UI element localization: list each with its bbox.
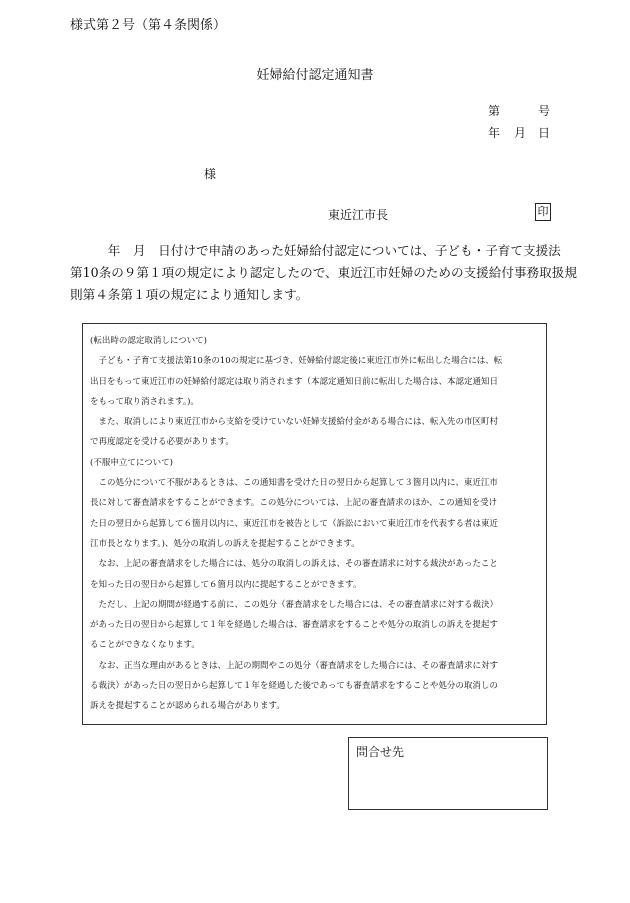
notice-line: をもって取り消されます。)。 [90,396,199,407]
notification-body [70,240,577,306]
issuer-name: 東近江市長 [328,208,389,222]
notice-line: ることができなくなります。 [90,640,200,651]
notice-line: ただし、上記の期間が経過する前に、この処分（審査請求をした場合には、その審査請求に対する裁決） [90,599,499,610]
body-line: 年 月 日付けで申請のあった妊婦給付認定については、子ども・子育て支援法 [70,243,561,258]
notice-line: た日の翌日から起算して６箇月以内に、東近江市を被告として（訴訟において東近江市を代表する者は東近 [90,518,499,529]
notice-line: なお、正当な理由があるときは、上記の期間やこの処分（審査請求をした場合には、その審査請求に対す [90,660,499,671]
notice-line: を知った日の翌日から起算して６箇月以内に提起することができます。 [90,579,362,590]
document-title: 妊婦給付認定通知書 [256,68,374,83]
contact-label: 問合せ先 [356,745,405,759]
notice-line: で再度認定を受ける必要があります。 [90,437,234,448]
notice-heading-appeal: (不服申立てについて) [90,457,173,468]
notice-line: この処分について不服があるときは、この通知書を受けた日の翌日から起算して３箇月以内に、東近江市 [90,478,498,489]
notice-heading-transfer: (転出時の認定取消しについて) [90,336,207,346]
notice-line: 出日をもって東近江市の妊婦給付認定は取り消されます（本認定通知日前に転出した場合は、本認定通知日 [90,376,499,387]
date-day: 日 [538,126,551,140]
seal-mark: 印 [535,203,551,221]
date-year: 年 [488,126,501,140]
date-month: 月 [514,126,527,140]
body-line: 則第４条第１項の規定により通知します。 [70,287,309,302]
notice-line: る裁決）があった日の翌日から起算して１年を経過した後であっても審査請求をすることや処分の取消しの [90,681,498,692]
form-number: 様式第２号（第４条関係） [70,18,227,33]
notice-line: 江市長となります。)、処分の取消しの訴えを提起することができます。 [90,538,360,549]
notice-line: なお、上記の審査請求をした場合には、処分の取消しの訴えは、その審査請求に対する裁決があったこと [90,559,498,570]
document-number-prefix: 第 [488,104,501,118]
notice-line: があった日の翌日から起算して１年を経過した場合は、審査請求をすることや処分の取消しの訴えを提起す [90,620,498,631]
notice-line: また、取消しにより東近江市から支給を受けていない妊婦支援給付金がある場合には、転入先の市区町村 [90,417,499,428]
addressee-honorific: 様 [204,167,217,181]
notice-line: 子ども・子育て支援法第10条の10の規定に基づき、妊婦給付認定後に東近江市外に転出した場合には、転 [90,356,503,367]
body-line: 第10条の９第１項の規定により認定したので、東近江市妊婦のための支援給付事務取扱規 [70,265,577,280]
notice-line: 長に対して審査請求をすることができます。この処分については、上記の審査請求のほか、この通知を受け [90,498,498,509]
notice-line: 訴えを提起することが認められる場合があります。 [90,701,285,712]
document-number-suffix: 号 [538,104,551,118]
notice-text [90,331,542,717]
